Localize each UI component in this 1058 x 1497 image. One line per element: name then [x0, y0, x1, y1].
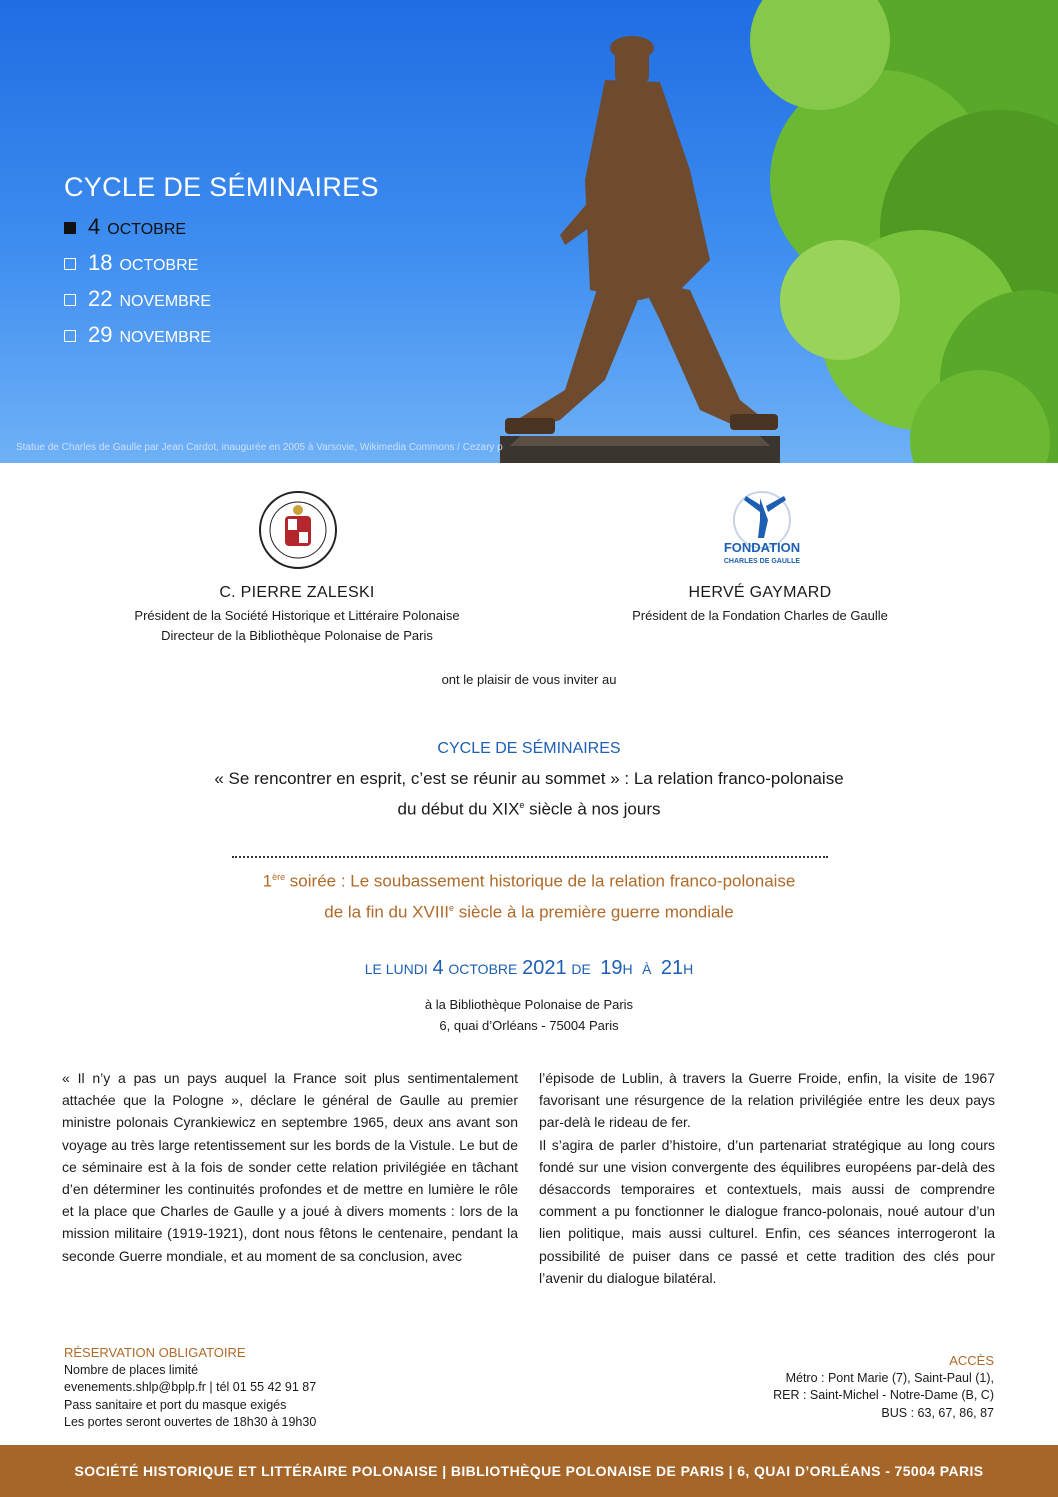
date-item[interactable]: 22 NOVEMBRE — [64, 286, 211, 322]
host-right — [560, 584, 960, 626]
access-block: ACCÈS Métro : Pont Marie (7), Saint-Paul (1), RER : Saint-Michel - Notre-Dame (B, C) BUS : 63, 67, 86, 87 — [773, 1353, 994, 1420]
host-role: Président de la Fondation Charles de Gaulle — [632, 608, 888, 623]
fondation-cdg-logo — [712, 490, 812, 575]
cycle-title: CYCLE DE SÉMINAIRES — [437, 740, 621, 757]
checkbox-empty-icon — [64, 330, 76, 342]
date-item[interactable]: 29 NOVEMBRE — [64, 322, 211, 358]
footer-text: SOCIÉTÉ HISTORIQUE ET LITTÉRAIRE POLONAISE | BIBLIOTHÈQUE POLONAISE DE PARIS | 6, QUAI D’ORLÉANS - 75004 PARIS — [74, 1463, 984, 1479]
dotted-divider — [232, 856, 828, 858]
host-left — [92, 584, 502, 646]
date-item[interactable]: 4 OCTOBRE — [64, 214, 211, 250]
statue-figure — [505, 36, 778, 434]
event-place: à la Bibliothèque Polonaise de Paris 6, quai d’Orléans - 75004 Paris — [424, 997, 634, 1033]
event-datetime: LE LUNDI 4 OCTOBRE 2021 DE 19H À 21H — [364, 957, 694, 979]
shlp-seal-logo — [258, 490, 338, 575]
reservation-title: RÉSERVATION OBLIGATOIRE — [64, 1345, 246, 1360]
svg-text:FONDATION: FONDATION — [723, 540, 801, 555]
svg-text:CHARLES DE GAULLE: CHARLES DE GAULLE — [723, 558, 801, 565]
access-title: ACCÈS — [949, 1353, 994, 1368]
host-role: Président de la Société Historique et Littéraire Polonaise — [134, 608, 460, 623]
body-right-column: l’épisode de Lublin, à travers la Guerre Froide, enfin, la visite de 1967 favorisant une résurgence de la relation privilégiée entre les deux pays par-delà le rideau de fer. Il s’agira de parler d’histoire, d’un partenariat stratégique au long cours fondé sur une vision convergente des équilibres européens par-delà des désaccords temporaires et contextuels, mais aussi de comprendre comment a pu fonctionner le dialogue franco-polonais, noué autour d’un lien politique, mais aussi culturel. Enfin, ces séances interrogeront la possibilité de puiser dans ce passé et cette tradition des clés pour l’avenir du dialogue bilatéral. — [539, 1070, 995, 1286]
seminar-dates — [64, 214, 211, 358]
soiree-title: 1ère soirée : Le soubassement historique de la relation franco-polonaise de la fin du XVIIIe siècle à la première guerre mondiale — [262, 871, 796, 922]
body-left-column: « Il n’y a pas un pays auquel la France soit plus sentimentalement attachée que la Pologne », déclare le général de Gaulle au premier ministre polonais Cyrankiewicz en septembre 1965, deux ans avant son voyage au très large retentissement sur les bords de la Vistule. Le but de ce séminaire est à la fois de sonder cette relation privilégiée en tâchant d’en déterminer les continuités profondes et de mettre en lumière le rôle et la place que Charles de Gaulle y a joué à divers moments : lors de la mission militaire (1919-1921), dont nous fêtons le centenaire, pendant la seconde Guerre mondiale, et au moment de sa conclusion, avec — [62, 1070, 518, 1264]
hero-banner — [0, 0, 1058, 463]
contact-email[interactable]: evenements.shlp@bplp.fr | tél 01 55 42 91 87 — [64, 1380, 317, 1394]
date-item[interactable]: 18 OCTOBRE — [64, 250, 211, 286]
photo-caption: Statue de Charles de Gaulle par Jean Cardot, inaugurée en 2005 à Varsovie, Wikimedia Commons / Cezary p — [16, 442, 503, 453]
invite-text: ont le plaisir de vous inviter au — [441, 672, 617, 687]
host-name: HERVÉ GAYMARD — [688, 584, 832, 601]
checkbox-empty-icon — [64, 258, 76, 270]
tree-foliage — [750, 0, 1058, 463]
hero-title: CYCLE DE SÉMINAIRES — [64, 172, 379, 202]
host-name: C. PIERRE ZALESKI — [219, 584, 375, 601]
cycle-subtitle: « Se rencontrer en esprit, c’est se réunir au sommet » : La relation franco-polonaise du début du XIXe siècle à nos jours — [214, 769, 844, 819]
checkbox-filled-icon — [64, 222, 76, 234]
host-role: Directeur de la Bibliothèque Polonaise de Paris — [161, 628, 433, 643]
reservation-block: RÉSERVATION OBLIGATOIRE Nombre de places limité evenements.shlp@bplp.fr | tél 01 55 42 91 87 Pass sanitaire et port du masque exigés Les portes seront ouvertes de 18h30 à 19h30 — [64, 1345, 317, 1429]
checkbox-empty-icon — [64, 294, 76, 306]
footer-bar — [0, 1445, 1058, 1497]
